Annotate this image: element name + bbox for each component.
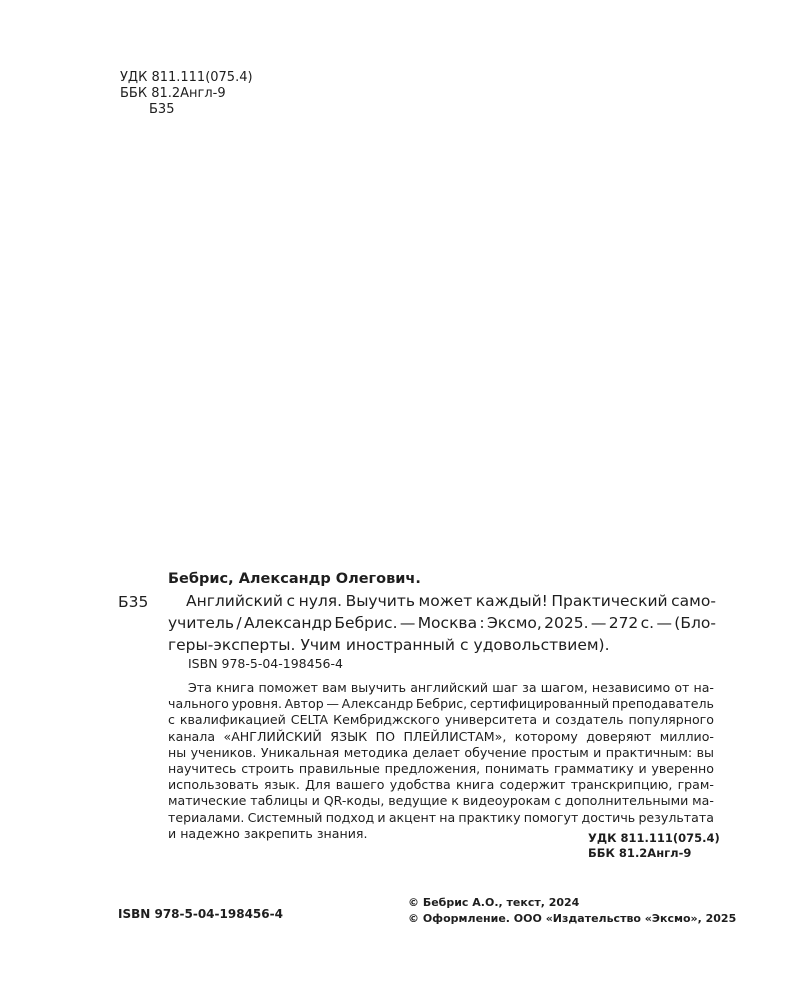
word: помогут bbox=[523, 809, 579, 825]
copyright-block bbox=[408, 895, 736, 926]
word: подход bbox=[325, 809, 375, 825]
word: строить bbox=[241, 761, 295, 777]
word: : bbox=[479, 614, 485, 632]
word: Александр bbox=[341, 696, 414, 712]
word: книга bbox=[456, 777, 495, 793]
word: — bbox=[326, 696, 339, 712]
word: может bbox=[418, 592, 473, 610]
word: и bbox=[168, 825, 177, 841]
word: содержит bbox=[499, 777, 566, 793]
word: канала bbox=[168, 728, 216, 744]
word: грам- bbox=[677, 777, 714, 793]
author-mark: Б35 bbox=[149, 102, 175, 117]
word: Бебрис, bbox=[415, 696, 468, 712]
bbk-code-bottom: ББК 81.2Англ-9 bbox=[588, 845, 692, 860]
word: вам bbox=[322, 680, 347, 695]
word: преподаватель bbox=[611, 696, 714, 712]
isbn-record: ISBN 978-5-04-198456-4 bbox=[188, 656, 343, 671]
word: вы bbox=[696, 744, 714, 760]
word: выучить bbox=[350, 680, 407, 695]
word: шагом, bbox=[540, 680, 588, 695]
word: ведущие bbox=[388, 793, 448, 809]
word: транскрипцию, bbox=[570, 777, 673, 793]
word: уровня. bbox=[231, 696, 282, 712]
word: чального bbox=[168, 696, 229, 712]
word: нуля. bbox=[298, 592, 343, 610]
word: язык. bbox=[264, 777, 300, 793]
word: удобства bbox=[389, 777, 451, 793]
word: уверенно bbox=[651, 761, 714, 777]
word: Учим bbox=[300, 636, 341, 654]
word: териалами. bbox=[168, 809, 245, 825]
word: миллио- bbox=[659, 728, 714, 744]
word: удовольствием). bbox=[473, 636, 610, 654]
word: учеников. bbox=[190, 744, 257, 760]
word: Бебрис. bbox=[334, 614, 398, 632]
word: сертифицированный bbox=[469, 696, 610, 712]
word: создатель bbox=[555, 712, 624, 728]
word: и bbox=[377, 809, 386, 825]
author-heading: Бебрис, Александр Олегович. bbox=[168, 571, 421, 587]
word: шаг bbox=[492, 680, 519, 695]
word: — bbox=[590, 614, 607, 632]
annotation-line bbox=[168, 696, 714, 712]
word: научитесь bbox=[168, 761, 237, 777]
word: и bbox=[311, 793, 320, 809]
word: с bbox=[554, 793, 562, 809]
word: и bbox=[593, 744, 602, 760]
word: CELTA bbox=[290, 712, 329, 728]
word: с. bbox=[640, 614, 655, 632]
word: Системный bbox=[247, 809, 323, 825]
word: Москва bbox=[417, 614, 478, 632]
word: — bbox=[399, 614, 416, 632]
word: акцент bbox=[388, 809, 437, 825]
word: Для bbox=[305, 777, 331, 793]
title-line bbox=[168, 612, 716, 634]
udk-code: УДК 811.111(075.4) bbox=[120, 70, 253, 85]
word: использовать bbox=[168, 777, 259, 793]
word: ЯЗЫК bbox=[330, 728, 368, 744]
word: — bbox=[656, 614, 672, 632]
word: доверяют bbox=[586, 728, 652, 744]
word: методика bbox=[343, 744, 409, 760]
word: простым bbox=[531, 744, 589, 760]
word: надежно bbox=[180, 825, 240, 841]
annotation-line bbox=[168, 745, 714, 761]
word: Уникальная bbox=[260, 744, 340, 760]
word: ПЛЕЙЛИСТАМ», bbox=[403, 728, 507, 744]
word: на- bbox=[693, 680, 714, 695]
word: понимать bbox=[484, 761, 550, 777]
word: обучение bbox=[464, 744, 527, 760]
bbk-code: ББК 81.2Англ-9 bbox=[120, 86, 226, 101]
word: само- bbox=[671, 592, 716, 610]
word: (Бло- bbox=[674, 614, 716, 632]
word: университета bbox=[444, 712, 538, 728]
word: английский bbox=[410, 680, 489, 695]
word: знания. bbox=[316, 825, 368, 841]
word: к bbox=[451, 793, 459, 809]
word: книга bbox=[215, 680, 255, 695]
udk-code-bottom: УДК 811.111(075.4) bbox=[588, 831, 720, 845]
annotation-line bbox=[168, 680, 714, 696]
word: независимо bbox=[591, 680, 671, 695]
word: учитель bbox=[168, 614, 235, 632]
word: практичным: bbox=[605, 744, 693, 760]
word: ма- bbox=[692, 793, 714, 809]
word: Кембриджского bbox=[333, 712, 440, 728]
word: делает bbox=[412, 744, 460, 760]
annotation-line bbox=[168, 712, 714, 728]
word: на bbox=[439, 809, 456, 825]
word: от bbox=[674, 680, 690, 695]
annotation-line bbox=[168, 777, 714, 793]
classification-codes-bottom bbox=[588, 831, 720, 860]
word: с bbox=[460, 636, 469, 654]
word: Александр bbox=[243, 614, 333, 632]
word: с bbox=[168, 712, 175, 728]
word: Эта bbox=[188, 680, 212, 695]
annotation-line bbox=[168, 810, 714, 826]
word: закрепить bbox=[243, 825, 313, 841]
word: которому bbox=[514, 728, 578, 744]
word: правильные bbox=[298, 761, 380, 777]
word: за bbox=[522, 680, 537, 695]
word: дополнительными bbox=[565, 793, 689, 809]
word: матические bbox=[168, 793, 247, 809]
word: предложения, bbox=[384, 761, 481, 777]
word: Английский bbox=[186, 592, 283, 610]
word: Эксмо, bbox=[486, 614, 542, 632]
word: и bbox=[638, 761, 647, 777]
word: поможет bbox=[258, 680, 319, 695]
word: ПО bbox=[375, 728, 395, 744]
word: квалификацией bbox=[179, 712, 286, 728]
word: результата bbox=[638, 809, 714, 825]
word: Выучить bbox=[345, 592, 416, 610]
copyright-text: © Бебрис А.О., текст, 2024 bbox=[408, 896, 580, 909]
word: и bbox=[542, 712, 551, 728]
classification-codes-top bbox=[120, 70, 253, 118]
word: Автор bbox=[284, 696, 324, 712]
word: / bbox=[236, 614, 242, 632]
word: 2025. bbox=[544, 614, 589, 632]
annotation-line bbox=[168, 793, 714, 809]
copyright-design: © Оформление. ООО «Издательство «Эксмо», 2025 bbox=[408, 911, 737, 925]
word: геры-эксперты. bbox=[168, 636, 296, 654]
word: Практический bbox=[551, 592, 668, 610]
word: грамматику bbox=[554, 761, 634, 777]
word: достичь bbox=[581, 809, 636, 825]
word: «АНГЛИЙСКИЙ bbox=[223, 728, 322, 744]
word: QR-коды, bbox=[323, 793, 385, 809]
word: иностранный bbox=[345, 636, 455, 654]
word: популярного bbox=[628, 712, 714, 728]
word: 272 bbox=[608, 614, 639, 632]
isbn-footer: ISBN 978-5-04-198456-4 bbox=[118, 907, 283, 921]
bibliographic-description bbox=[168, 590, 716, 656]
author-mark-left: Б35 bbox=[118, 593, 149, 611]
word: с bbox=[286, 592, 296, 610]
word: таблицы bbox=[250, 793, 308, 809]
word: видеоурокам bbox=[462, 793, 551, 809]
title-line bbox=[168, 634, 716, 656]
word: каждый! bbox=[475, 592, 548, 610]
annotation-text bbox=[168, 680, 714, 842]
annotation-line bbox=[168, 761, 714, 777]
word: ны bbox=[168, 744, 187, 760]
annotation-line bbox=[168, 729, 714, 745]
word: вашего bbox=[335, 777, 385, 793]
word: практику bbox=[458, 809, 521, 825]
title-line bbox=[168, 590, 716, 612]
